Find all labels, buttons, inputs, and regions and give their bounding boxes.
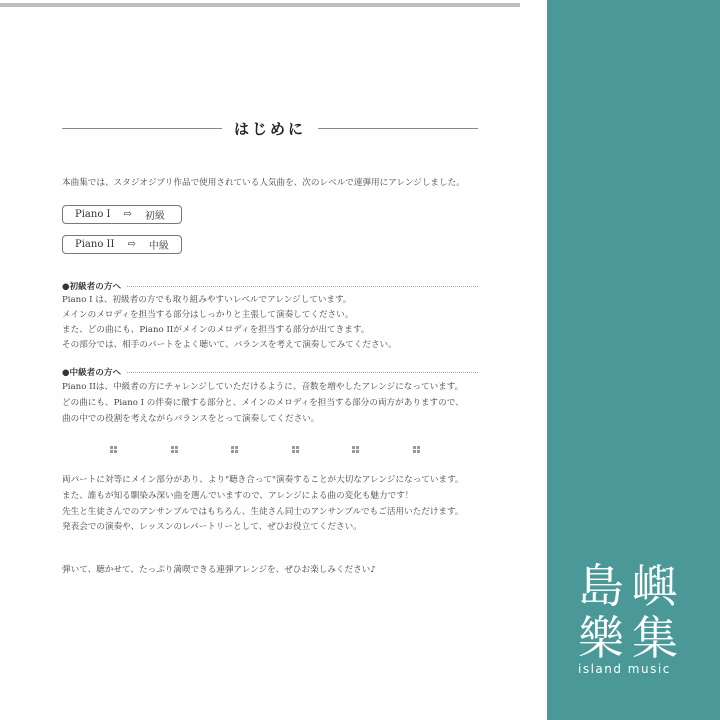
ornament-icon [292, 446, 299, 453]
level-label: 初級 [144, 211, 165, 222]
paragraph-line: 先生と生徒さんでのアンサンブルではもちろん、生徒さん同士のアンサンブルでもご活用いただけます。 [62, 507, 464, 517]
ornament-icon [231, 446, 238, 453]
section-heading-beginner [62, 280, 478, 292]
paragraph-line: Piano I は、初級者の方でも取り組みやすいレベルでアレンジしています。 [62, 295, 352, 305]
paragraph-line: メインのメロディを担当する部分はしっかりと主張して演奏してください。 [62, 310, 354, 320]
paragraph-line: 両パートに対等にメイン部分があり、より"聴き合って"演奏することが大切なアレンジになっています。 [62, 475, 464, 485]
intro-text: 本曲集では、スタジオジブリ作品で使用されている人気曲を、次のレベルで連弾用にアレンジしました。 [62, 178, 465, 188]
paragraph-line: 曲の中での役割を考えながらバランスをとって演奏してください。 [62, 414, 320, 424]
title-rule-right [318, 128, 478, 129]
section-heading-text: ●中級者の方へ [62, 368, 122, 378]
level-part: Piano I [75, 209, 111, 220]
level-part: Piano II [75, 239, 115, 250]
title-rule-left [62, 128, 222, 129]
section-heading-text: ●初級者の方へ [62, 282, 122, 292]
logo-line-1: 島嶼 [578, 559, 686, 613]
level-box-piano-1 [62, 205, 182, 224]
paragraph-line: また、どの曲にも、Piano IIがメインのメロディを担当する部分が出てきます。 [62, 325, 370, 335]
ornament-icon [171, 446, 178, 453]
logo-english: island music [578, 662, 671, 676]
paragraph-line: Piano IIは、中級者の方にチャレンジしていただけるように、音数を増やしたアレンジになっています。 [62, 382, 464, 392]
paragraph-line: 発表会での演奏や、レッスンのレパートリーとして、ぜひお役立てください。 [62, 522, 362, 532]
paragraph-line: その部分では、相手のパートをよく聴いて、バランスを考えて演奏してみてください。 [62, 340, 397, 350]
page-title: はじめに [234, 120, 307, 138]
ornament-icon [352, 446, 359, 453]
paragraph-line: どの曲にも、Piano I の伴奏に徹する部分と、メインのメロディを担当する部分の両方がありますので、 [62, 398, 464, 408]
dotted-rule [127, 372, 478, 373]
ornament-icon [413, 446, 420, 453]
closing-text: 弾いて、聴かせて、たっぷり満喫できる連弾アレンジを、ぜひお楽しみください♪ [62, 565, 376, 575]
paragraph-line: また、誰もが知る馴染み深い曲を選んでいますので、アレンジによる曲の変化も魅力です！ [62, 491, 414, 501]
top-border [0, 3, 520, 7]
dotted-rule [127, 286, 478, 287]
level-label: 中級 [148, 241, 169, 252]
logo-line-2: 樂集 [578, 611, 686, 665]
section-heading-intermediate [62, 366, 478, 378]
island-music-logo [578, 560, 686, 676]
ornament-icon [110, 446, 117, 453]
separator-ornaments [110, 446, 420, 453]
title-row [62, 118, 478, 139]
level-box-piano-2 [62, 235, 182, 254]
arrow-icon: ⇨ [127, 239, 136, 250]
arrow-icon: ⇨ [123, 209, 132, 220]
